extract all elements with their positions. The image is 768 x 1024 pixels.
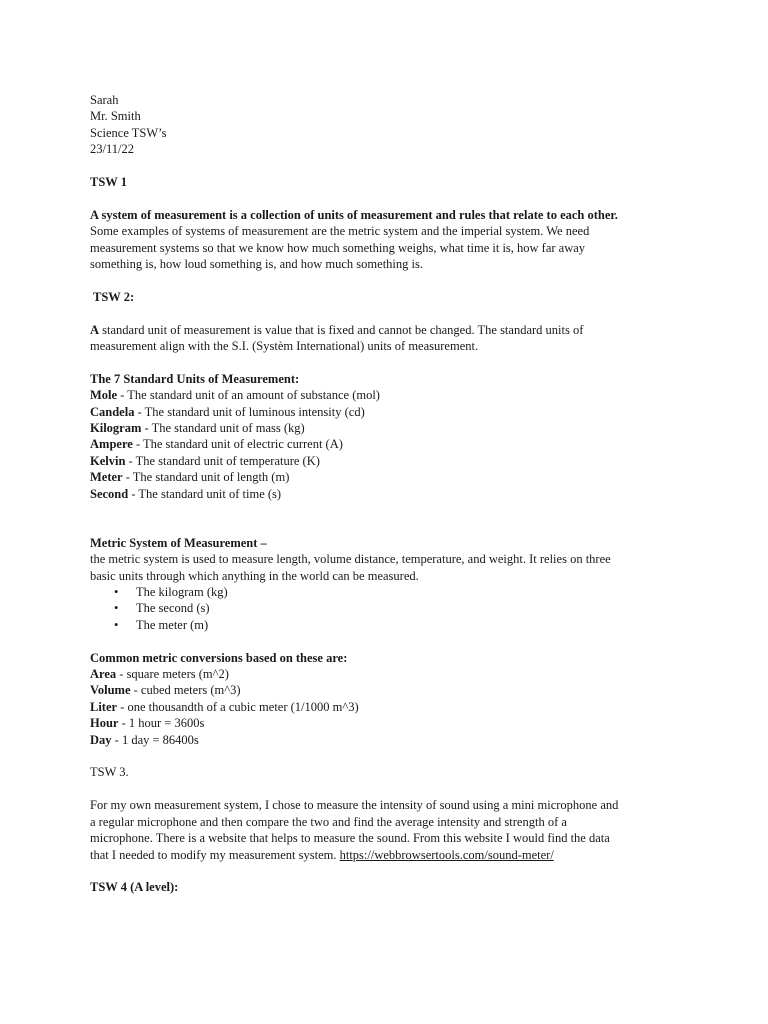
tsw3-paragraph-line: microphone. There is a website that helps to measure the sound. From this website I would find the data	[90, 831, 610, 846]
conversion-term: Volume	[90, 683, 131, 698]
unit-term: Meter	[90, 470, 123, 485]
student-name: Sarah	[90, 93, 119, 107]
tsw2-paragraph-line	[90, 322, 690, 338]
subject-line: Science TSW’s	[90, 125, 167, 140]
unit-desc: - The standard unit of an amount of substance (mol)	[117, 388, 380, 403]
unit-item-second	[90, 486, 690, 502]
metric-paragraph-line: the metric system is used to measure length, volume distance, temperature, and weight. It relies on three	[90, 552, 611, 567]
conversion-item-area	[90, 666, 690, 682]
unit-item-candela	[90, 404, 690, 420]
unit-term: Second	[90, 486, 129, 501]
conversion-item-day	[90, 732, 690, 748]
metric-paragraph-line: basic units through which anything in the world can be measured.	[90, 568, 419, 583]
tsw3-paragraph-line: a regular microphone and then compare the two and find the average intensity and strength of a	[90, 814, 567, 829]
unit-desc: - The standard unit of luminous intensity (cd)	[134, 404, 365, 419]
standard-units-heading: The 7 Standard Units of Measurement:	[90, 371, 300, 386]
unit-term: Candela	[90, 404, 135, 419]
conversion-desc: - square meters (m^2)	[116, 667, 229, 682]
tsw1-paragraph-line: something is, how loud something is, and how much something is.	[90, 257, 423, 272]
unit-item-meter	[90, 469, 690, 485]
tsw1-paragraph-line: measurement systems so that we know how much something weighs, what time it is, how far away	[90, 240, 586, 255]
teacher-name: Mr. Smith	[90, 109, 141, 124]
conversion-desc: - 1 hour = 3600s	[118, 716, 205, 731]
tsw4-heading: TSW 4 (A level):	[90, 880, 179, 895]
conversion-item-volume	[90, 682, 690, 698]
list-item: • The meter (m)	[90, 617, 690, 633]
list-item: • The second (s)	[90, 600, 690, 616]
unit-desc: - The standard unit of temperature (K)	[125, 453, 320, 468]
tsw3-paragraph-line	[90, 847, 690, 863]
unit-item-mole	[90, 387, 690, 403]
unit-item-kilogram	[90, 420, 690, 436]
tsw3-paragraph-line: For my own measurement system, I chose to measure the intensity of sound using a mini microphone and	[90, 798, 619, 813]
metric-heading: Metric System of Measurement –	[90, 535, 267, 550]
list-item: • The kilogram (kg)	[90, 584, 690, 600]
unit-term: Kelvin	[90, 453, 126, 468]
conversion-term: Day	[90, 732, 112, 747]
tsw2-line1-text: standard unit of measurement is value that is fixed and cannot be changed. The standard units of	[99, 322, 584, 337]
document-page	[90, 92, 690, 896]
tsw2-paragraph-line: measurement align with the S.I. (Systèm International) units of measurement.	[90, 339, 479, 354]
conversion-desc: - 1 day = 86400s	[111, 732, 199, 747]
tsw2-lead-letter: A	[90, 322, 100, 337]
tsw3-heading: TSW 3.	[90, 765, 129, 780]
unit-desc: - The standard unit of time (s)	[128, 486, 282, 501]
tsw1-heading: TSW 1	[90, 175, 127, 190]
tsw3-last-line-text: that I needed to modify my measurement system.	[90, 847, 340, 862]
conversion-desc: - cubed meters (m^3)	[130, 683, 241, 698]
conversion-desc: - one thousandth of a cubic meter (1/1000 m^3)	[117, 699, 359, 714]
conversion-term: Liter	[90, 699, 118, 714]
unit-desc: - The standard unit of length (m)	[122, 470, 290, 485]
tsw1-paragraph-line: Some examples of systems of measurement are the metric system and the imperial system. We need	[90, 224, 590, 239]
conversions-heading: Common metric conversions based on these are:	[90, 650, 348, 665]
unit-item-kelvin	[90, 453, 690, 469]
date-line: 23/11/22	[90, 142, 134, 157]
conversion-term: Hour	[90, 716, 119, 731]
unit-term: Kilogram	[90, 421, 142, 436]
tsw1-definition: A system of measurement is a collection of units of measurement and rules that relate to each other.	[90, 207, 618, 222]
conversion-item-hour	[90, 715, 690, 731]
unit-item-ampere	[90, 436, 690, 452]
unit-term: Mole	[90, 388, 118, 403]
unit-desc: - The standard unit of mass (kg)	[141, 421, 305, 436]
tsw2-heading: TSW 2:	[93, 289, 135, 304]
sound-meter-link[interactable]: https://webbrowsertools.com/sound-meter/	[339, 847, 554, 862]
metric-base-units-list	[90, 584, 690, 633]
conversion-item-liter	[90, 699, 690, 715]
unit-term: Ampere	[90, 437, 133, 452]
conversion-term: Area	[90, 667, 117, 682]
unit-desc: - The standard unit of electric current (A)	[132, 437, 343, 452]
